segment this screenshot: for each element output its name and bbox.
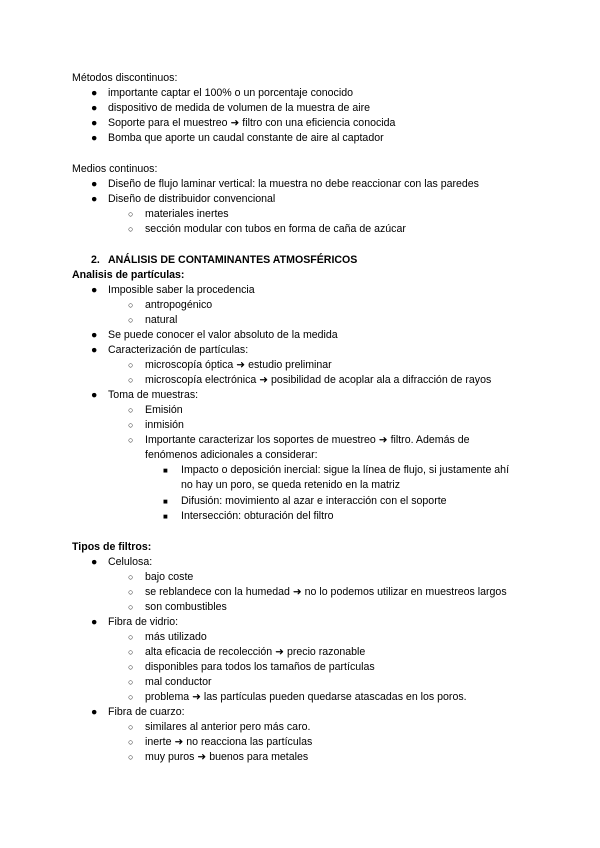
sub-list-item: materiales inertes bbox=[145, 208, 229, 220]
circle-bullet-icon: ○ bbox=[128, 752, 134, 762]
list-item: Soporte para el muestreo ➜ filtro con una eficiencia conocida bbox=[108, 117, 396, 129]
list-item: Fibra de cuarzo: bbox=[108, 706, 185, 718]
circle-bullet-icon: ○ bbox=[128, 435, 134, 445]
circle-bullet-icon: ○ bbox=[128, 602, 134, 612]
sub-list-item: microscopía electrónica ➜ posibilidad de acoplar ala a difracción de rayos bbox=[145, 374, 492, 386]
square-bullet-icon: ■ bbox=[163, 497, 168, 506]
square-bullet-icon: ■ bbox=[163, 466, 168, 475]
bullet-icon: ● bbox=[91, 616, 98, 628]
circle-bullet-icon: ○ bbox=[128, 315, 134, 325]
circle-bullet-icon: ○ bbox=[128, 224, 134, 234]
list-item: Fibra de vidrio: bbox=[108, 616, 179, 628]
sub-sub-list-item: Impacto o deposición inercial: sigue la línea de flujo, si justamente ahí bbox=[181, 464, 510, 476]
sub-list-item: se reblandece con la humedad ➜ no lo podemos utilizar en muestreos largos bbox=[145, 586, 507, 598]
sub-list-item: muy puros ➜ buenos para metales bbox=[145, 751, 309, 763]
sub-list-item: bajo coste bbox=[145, 571, 194, 583]
sub-list-item: antropogénico bbox=[145, 299, 213, 311]
sub-list-item-continuation: fenómenos adicionales a considerar: bbox=[145, 449, 318, 461]
bullet-icon: ● bbox=[91, 102, 98, 114]
bullet-icon: ● bbox=[91, 132, 98, 144]
circle-bullet-icon: ○ bbox=[128, 420, 134, 430]
circle-bullet-icon: ○ bbox=[128, 587, 134, 597]
bullet-icon: ● bbox=[91, 329, 98, 341]
list-item: importante captar el 100% o un porcentaje conocido bbox=[108, 87, 353, 99]
list-item: Imposible saber la procedencia bbox=[108, 284, 255, 296]
sub-list-item: más utilizado bbox=[145, 631, 207, 643]
sub-list-item: mal conductor bbox=[145, 676, 212, 688]
bullet-icon: ● bbox=[91, 178, 98, 190]
square-bullet-icon: ■ bbox=[163, 512, 168, 521]
bullet-icon: ● bbox=[91, 344, 98, 356]
circle-bullet-icon: ○ bbox=[128, 405, 134, 415]
heading-medios-continuos: Medios continuos: bbox=[72, 163, 158, 175]
circle-bullet-icon: ○ bbox=[128, 360, 134, 370]
list-item: Caracterización de partículas: bbox=[108, 344, 249, 356]
list-item: Se puede conocer el valor absoluto de la medida bbox=[108, 329, 338, 341]
heading-metodos-discontinuos: Métodos discontinuos: bbox=[72, 72, 178, 84]
circle-bullet-icon: ○ bbox=[128, 722, 134, 732]
bullet-icon: ● bbox=[91, 193, 98, 205]
circle-bullet-icon: ○ bbox=[128, 692, 134, 702]
bullet-icon: ● bbox=[91, 117, 98, 129]
sub-list-item: Emisión bbox=[145, 404, 183, 416]
sub-list-item: son combustibles bbox=[145, 601, 227, 613]
bullet-icon: ● bbox=[91, 284, 98, 296]
sub-list-item: microscopía óptica ➜ estudio preliminar bbox=[145, 359, 332, 371]
heading-tipos-filtros: Tipos de filtros: bbox=[72, 541, 152, 553]
circle-bullet-icon: ○ bbox=[128, 677, 134, 687]
list-item: Bomba que aporte un caudal constante de aire al captador bbox=[108, 132, 384, 144]
circle-bullet-icon: ○ bbox=[128, 572, 134, 582]
circle-bullet-icon: ○ bbox=[128, 632, 134, 642]
circle-bullet-icon: ○ bbox=[128, 300, 134, 310]
list-item: dispositivo de medida de volumen de la muestra de aire bbox=[108, 102, 371, 114]
circle-bullet-icon: ○ bbox=[128, 209, 134, 219]
sub-sub-list-item: Intersección: obturación del filtro bbox=[181, 510, 334, 522]
bullet-icon: ● bbox=[91, 706, 98, 718]
section-subtitle: Analisis de partículas: bbox=[72, 269, 185, 281]
sub-list-item: Importante caracterizar los soportes de muestreo ➜ filtro. Además de bbox=[145, 434, 470, 446]
sub-list-item: disponibles para todos los tamaños de partículas bbox=[145, 661, 375, 673]
section-title: ANÁLISIS DE CONTAMINANTES ATMOSFÉRICOS bbox=[108, 254, 358, 266]
sub-list-item: inmisión bbox=[145, 419, 184, 431]
circle-bullet-icon: ○ bbox=[128, 647, 134, 657]
sub-list-item: natural bbox=[145, 314, 178, 326]
section-number: 2. bbox=[91, 254, 100, 266]
circle-bullet-icon: ○ bbox=[128, 375, 134, 385]
circle-bullet-icon: ○ bbox=[128, 662, 134, 672]
list-item: Diseño de flujo laminar vertical: la muestra no debe reaccionar con las paredes bbox=[108, 178, 479, 190]
sub-list-item: inerte ➜ no reacciona las partículas bbox=[145, 736, 313, 748]
list-item: Diseño de distribuidor convencional bbox=[108, 193, 276, 205]
sub-sub-list-item: Difusión: movimiento al azar e interacción con el soporte bbox=[181, 495, 447, 507]
bullet-icon: ● bbox=[91, 389, 98, 401]
sub-list-item: problema ➜ las partículas pueden quedarse atascadas en los poros. bbox=[145, 691, 467, 703]
list-item: Celulosa: bbox=[108, 556, 153, 568]
bullet-icon: ● bbox=[91, 87, 98, 99]
list-item: Toma de muestras: bbox=[108, 389, 199, 401]
sub-list-item: similares al anterior pero más caro. bbox=[145, 721, 311, 733]
sub-sub-list-item-continuation: no hay un poro, se queda retenido en la matriz bbox=[181, 479, 401, 491]
sub-list-item: sección modular con tubos en forma de caña de azúcar bbox=[145, 223, 406, 235]
circle-bullet-icon: ○ bbox=[128, 737, 134, 747]
sub-list-item: alta eficacia de recolección ➜ precio razonable bbox=[145, 646, 366, 658]
bullet-icon: ● bbox=[91, 556, 98, 568]
